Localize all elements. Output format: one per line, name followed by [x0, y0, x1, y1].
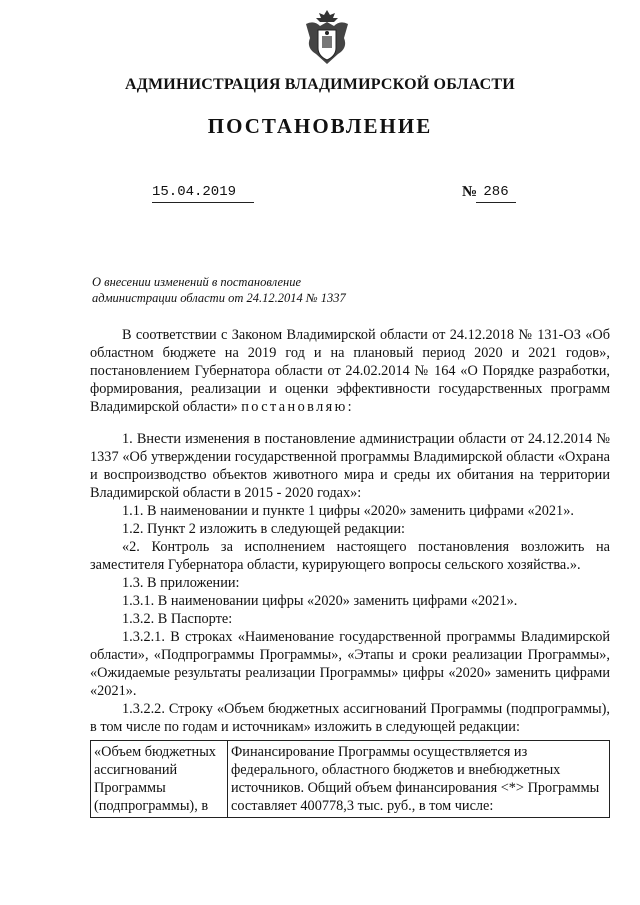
paragraph-1-3-2: 1.3.2. В Паспорте: [122, 611, 233, 627]
document-type-title: ПОСТАНОВЛЕНИЕ [207, 114, 433, 138]
paragraph-1-3-2-2: 1.3.2.2. Строку «Объем бюджетных ассигнований Программы (подпрограммы), в том числе по годам и источникам» изложить в следующей редакции: [90, 701, 610, 735]
budget-table [90, 740, 610, 818]
table-cell-label: «Объем бюджетных ассигнований Программы (подпрограммы), в [91, 741, 228, 818]
paragraph-1-3-2-1: 1.3.2.1. В строках «Наименование государственной программы Владимирской области», «Подпрограммы Программы», «Этапы и сроки реализации Программы», «Ожидаемые результаты реализации Программы» цифры «2020» заменить цифрами «2021». [90, 629, 610, 699]
paragraph-1-3: 1.3. В приложении: [122, 575, 240, 591]
number-label: № [462, 184, 478, 200]
table-cell-value: Финансирование Программы осуществляется из федерального, областного бюджетов и внебюджетных источников. Общий объем финансирования <*> Программы составляет 400778,3 тыс. руб., в том числе: [228, 741, 610, 818]
preamble-paragraph [90, 326, 610, 416]
paragraph-1-2: 1.2. Пункт 2 изложить в следующей редакции: [122, 521, 405, 537]
subject-line: администрации области от 24.12.2014 № 1337 [92, 291, 346, 305]
coat-of-arms-icon [302, 8, 352, 68]
preamble-text: В соответствии с Законом Владимирской области от 24.12.2018 № 131-ОЗ «Об областном бюджете на 2019 год и на плановый период 2020 и 2021 годов», постановлением Губернатора области от 24.02.2014 № 164 «О Порядке разработки, формирования, реализации и оценки эффективности государственных программ Владимирской области» [90, 327, 610, 415]
paragraph-1-1: 1.1. В наименовании и пункте 1 цифры «2020» заменить цифрами «2021». [122, 503, 574, 519]
document-body [90, 326, 610, 818]
document-number: 286 [476, 184, 516, 203]
document-date: 15.04.2019 [152, 184, 254, 203]
document-subject [92, 274, 412, 306]
table-row [91, 741, 610, 818]
decree-word: постановляю: [241, 399, 355, 415]
paragraph-1-2-text: «2. Контроль за исполнением настоящего постановления возложить на заместителя Губернатора области, курирующего вопросы сельского хозяйства.». [90, 539, 610, 573]
paragraph-1-3-1: 1.3.1. В наименовании цифры «2020» заменить цифрами «2021». [122, 593, 518, 609]
subject-line: О внесении изменений в постановление [92, 275, 302, 289]
organization-title: АДМИНИСТРАЦИЯ ВЛАДИМИРСКОЙ ОБЛАСТИ [125, 76, 515, 93]
paragraph-1: 1. Внести изменения в постановление администрации области от 24.12.2014 № 1337 «Об утверждении государственной программы Владимирской области «Охрана и воспроизводство объектов животного мира и среды их обитания на территории Владимирской области в 2015 - 2020 годах»: [90, 431, 610, 501]
